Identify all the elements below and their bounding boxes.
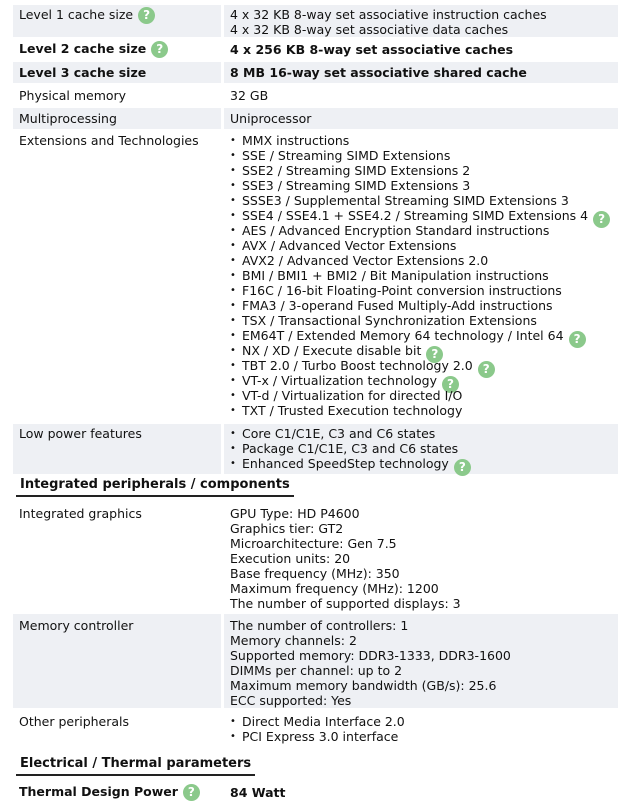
l2-cache-label: Level 2 cache size	[19, 41, 147, 56]
row-extensions	[13, 131, 618, 424]
graphics-line: Graphics tier: GT2	[230, 521, 344, 536]
vt-x-help-icon[interactable]: ?	[442, 376, 459, 393]
l1-cache-line: 4 x 32 KB 8-way set associative instruction caches	[230, 7, 547, 22]
extension-item: • SSE2 / Streaming SIMD Extensions 2	[230, 163, 612, 178]
spec-table-cpu	[13, 5, 618, 476]
extension-item: • SSE4 / SSE4.1 + SSE4.2 / Streaming SIMD Extensions 4 ?	[230, 208, 612, 223]
l1-cache-line: 4 x 32 KB 8-way set associative data caches	[230, 22, 509, 37]
extension-item: • MMX instructions	[230, 133, 612, 148]
extension-item: • VT-x / Virtualization technology ?	[230, 373, 612, 388]
row-l1-cache	[13, 5, 618, 39]
extension-item: • TXT / Trusted Execution technology	[230, 403, 612, 418]
tdp-help-icon[interactable]: ?	[183, 784, 200, 801]
row-other-peripherals	[13, 710, 618, 746]
spec-table-electrical	[13, 782, 618, 805]
low-power-list	[230, 426, 612, 474]
memory-controller-line: DIMMs per channel: up to 2	[230, 663, 403, 678]
low-power-item: • Core C1/C1E, C3 and C6 states	[230, 426, 612, 441]
memory-controller-line: Maximum memory bandwidth (GB/s): 25.6	[230, 678, 497, 693]
low-power-label: Low power features	[13, 424, 221, 474]
integrated-graphics-label: Integrated graphics	[19, 506, 142, 521]
l2-cache-value: 4 x 256 KB 8-way set associative caches	[230, 42, 514, 57]
peripheral-item: • PCI Express 3.0 interface	[230, 729, 612, 744]
speedstep-help-icon[interactable]: ?	[454, 459, 471, 476]
l1-cache-help-icon[interactable]: ?	[138, 7, 155, 24]
memory-controller-line: ECC supported: Yes	[230, 693, 352, 708]
physical-memory-label: Physical memory	[19, 88, 127, 103]
em64t-help-icon[interactable]: ?	[569, 331, 586, 348]
tdp-label: Thermal Design Power	[19, 784, 178, 799]
row-low-power	[13, 424, 618, 476]
low-power-item: • Package C1/C1E, C3 and C6 states	[230, 441, 612, 456]
graphics-line: The number of supported displays: 3	[230, 596, 461, 611]
multiprocessing-label: Multiprocessing	[13, 108, 221, 129]
graphics-line: GPU Type: HD P4600	[230, 506, 360, 521]
peripheral-item: • Direct Media Interface 2.0	[230, 714, 612, 729]
other-peripherals-label: Other peripherals	[19, 714, 130, 729]
extension-item: • SSSE3 / Supplemental Streaming SIMD Extensions 3	[230, 193, 612, 208]
extension-item: • AES / Advanced Encryption Standard instructions	[230, 223, 612, 238]
memory-controller-line: Supported memory: DDR3-1333, DDR3-1600	[230, 648, 511, 663]
extension-item: • BMI / BMI1 + BMI2 / Bit Manipulation instructions	[230, 268, 612, 283]
row-memory-controller	[13, 614, 618, 710]
section-title-peripherals: Integrated peripherals / components	[16, 477, 294, 497]
l1-cache-label: Level 1 cache size	[19, 7, 134, 22]
extension-item: • F16C / 16-bit Floating-Point conversion instructions	[230, 283, 612, 298]
extension-item: • AVX / Advanced Vector Extensions	[230, 238, 612, 253]
turbo-boost-help-icon[interactable]: ?	[478, 361, 495, 378]
row-multiprocessing	[13, 108, 618, 131]
extensions-label: Extensions and Technologies	[19, 133, 199, 148]
extension-item: • SSE / Streaming SIMD Extensions	[230, 148, 612, 163]
memory-controller-line: Memory channels: 2	[230, 633, 357, 648]
row-physical-memory	[13, 85, 618, 108]
multiprocessing-value: Uniprocessor	[224, 108, 618, 129]
graphics-line: Maximum frequency (MHz): 1200	[230, 581, 439, 596]
graphics-line: Microarchitecture: Gen 7.5	[230, 536, 397, 551]
physical-memory-value: 32 GB	[230, 88, 269, 103]
l2-cache-help-icon[interactable]: ?	[151, 41, 168, 58]
l3-cache-value: 8 MB 16-way set associative shared cache	[224, 62, 618, 83]
row-l2-cache	[13, 39, 618, 62]
extension-item: • TBT 2.0 / Turbo Boost technology 2.0 ?	[230, 358, 612, 373]
spec-table-peripherals	[13, 504, 618, 746]
row-l3-cache	[13, 62, 618, 85]
l3-cache-label: Level 3 cache size	[13, 62, 221, 83]
extension-item: • NX / XD / Execute disable bit ?	[230, 343, 612, 358]
nx-xd-help-icon[interactable]: ?	[426, 346, 443, 363]
extension-item: • EM64T / Extended Memory 64 technology / Intel 64 ?	[230, 328, 612, 343]
low-power-item: • Enhanced SpeedStep technology ?	[230, 456, 612, 471]
extensions-list	[230, 133, 612, 418]
sse4-help-icon[interactable]: ?	[593, 211, 610, 228]
other-peripherals-list	[230, 714, 612, 744]
extension-item: • SSE3 / Streaming SIMD Extensions 3	[230, 178, 612, 193]
extension-item: • FMA3 / 3-operand Fused Multiply-Add instructions	[230, 298, 612, 313]
memory-controller-label: Memory controller	[13, 614, 221, 708]
extension-item: • AVX2 / Advanced Vector Extensions 2.0	[230, 253, 612, 268]
graphics-line: Base frequency (MHz): 350	[230, 566, 400, 581]
row-tdp	[13, 782, 618, 805]
tdp-value: 84 Watt	[230, 785, 286, 800]
extension-item: • TSX / Transactional Synchronization Extensions	[230, 313, 612, 328]
memory-controller-line: The number of controllers: 1	[230, 618, 409, 633]
row-integrated-graphics	[13, 504, 618, 614]
extension-item: • VT-d / Virtualization for directed I/O	[230, 388, 612, 403]
graphics-line: Execution units: 20	[230, 551, 351, 566]
section-title-electrical: Electrical / Thermal parameters	[16, 756, 255, 776]
